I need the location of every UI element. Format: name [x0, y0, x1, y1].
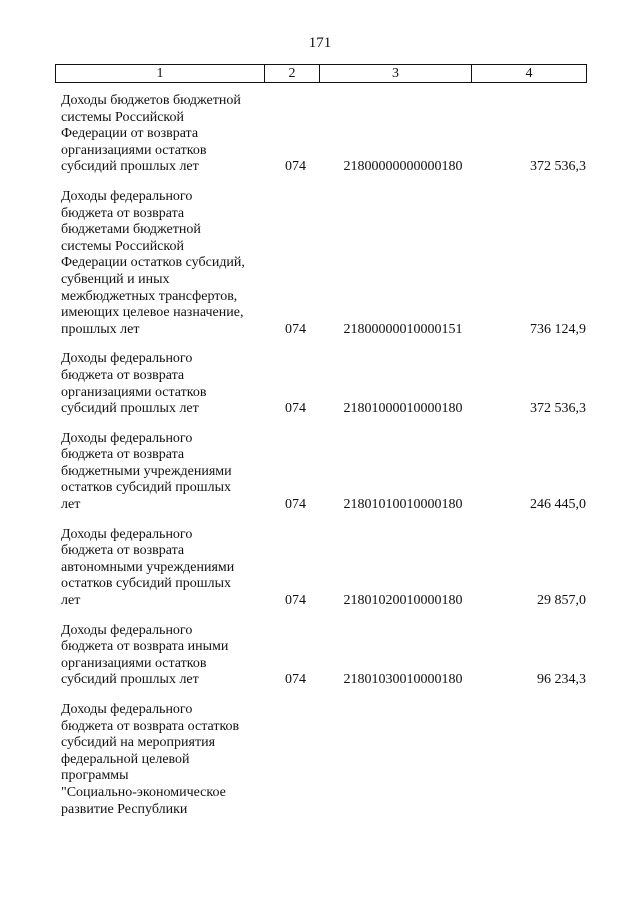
page-number: 171 — [308, 35, 332, 51]
row-admin-code: 074 — [285, 593, 306, 609]
row-classification-code: 21801020010000180 — [343, 593, 463, 609]
table-row — [0, 189, 640, 338]
row-description: Доходы федерального бюджета от возврата остатков субсидий на мероприятия федеральной целевой программы "Социально-экономическое развитие Республики — [61, 702, 240, 817]
row-description: Доходы федерального бюджета от возврата автономными учреждениями остатков субсидий прошлых лет — [61, 526, 235, 609]
table-row — [0, 431, 640, 514]
table-row — [0, 623, 640, 689]
revenue-rows — [0, 93, 640, 831]
row-description: Доходы федерального бюджета от возврата организациями остатков субсидий прошлых лет — [61, 351, 207, 417]
row-description: Доходы федерального бюджета от возврата иными организациями остатков субсидий прошлых лет — [61, 622, 229, 688]
row-amount: 736 124,9 — [530, 321, 586, 337]
column-header-1: 1 — [56, 65, 265, 83]
row-admin-code: 074 — [285, 497, 306, 513]
column-header-2: 2 — [265, 65, 320, 83]
column-header-4: 4 — [472, 65, 587, 83]
row-admin-code: 074 — [285, 401, 306, 417]
row-admin-code: 074 — [285, 159, 306, 175]
row-classification-code: 21801010010000180 — [343, 497, 463, 513]
row-admin-code: 074 — [285, 672, 306, 688]
row-amount: 29 857,0 — [537, 593, 586, 609]
row-amount: 372 536,3 — [530, 159, 586, 175]
table-row — [0, 351, 640, 417]
table-row — [0, 93, 640, 176]
row-classification-code: 21800000000000180 — [343, 159, 463, 175]
row-description: Доходы федерального бюджета от возврата бюджетными учреждениями остатков субсидий прошлых лет — [61, 430, 232, 513]
row-description: Доходы бюджетов бюджетной системы Российской Федерации от возврата организациями остатков субсидий прошлых лет — [61, 93, 241, 175]
column-header-table — [55, 64, 587, 83]
table-row — [0, 527, 640, 610]
column-header-row — [56, 65, 587, 83]
row-amount: 372 536,3 — [530, 401, 586, 417]
row-description: Доходы федерального бюджета от возврата бюджетами бюджетной системы Российской Федерации остатков субсидий, субвенций и иных межбюджетных трансфертов, имеющих целевое назначение, прошлых лет — [61, 188, 245, 337]
column-header-3: 3 — [320, 65, 472, 83]
table-row — [0, 702, 640, 818]
row-amount: 246 445,0 — [530, 497, 586, 513]
row-classification-code: 21800000010000151 — [343, 321, 463, 337]
row-classification-code: 21801030010000180 — [343, 672, 463, 688]
row-amount: 96 234,3 — [537, 672, 586, 688]
row-classification-code: 21801000010000180 — [343, 401, 463, 417]
row-admin-code: 074 — [285, 321, 306, 337]
